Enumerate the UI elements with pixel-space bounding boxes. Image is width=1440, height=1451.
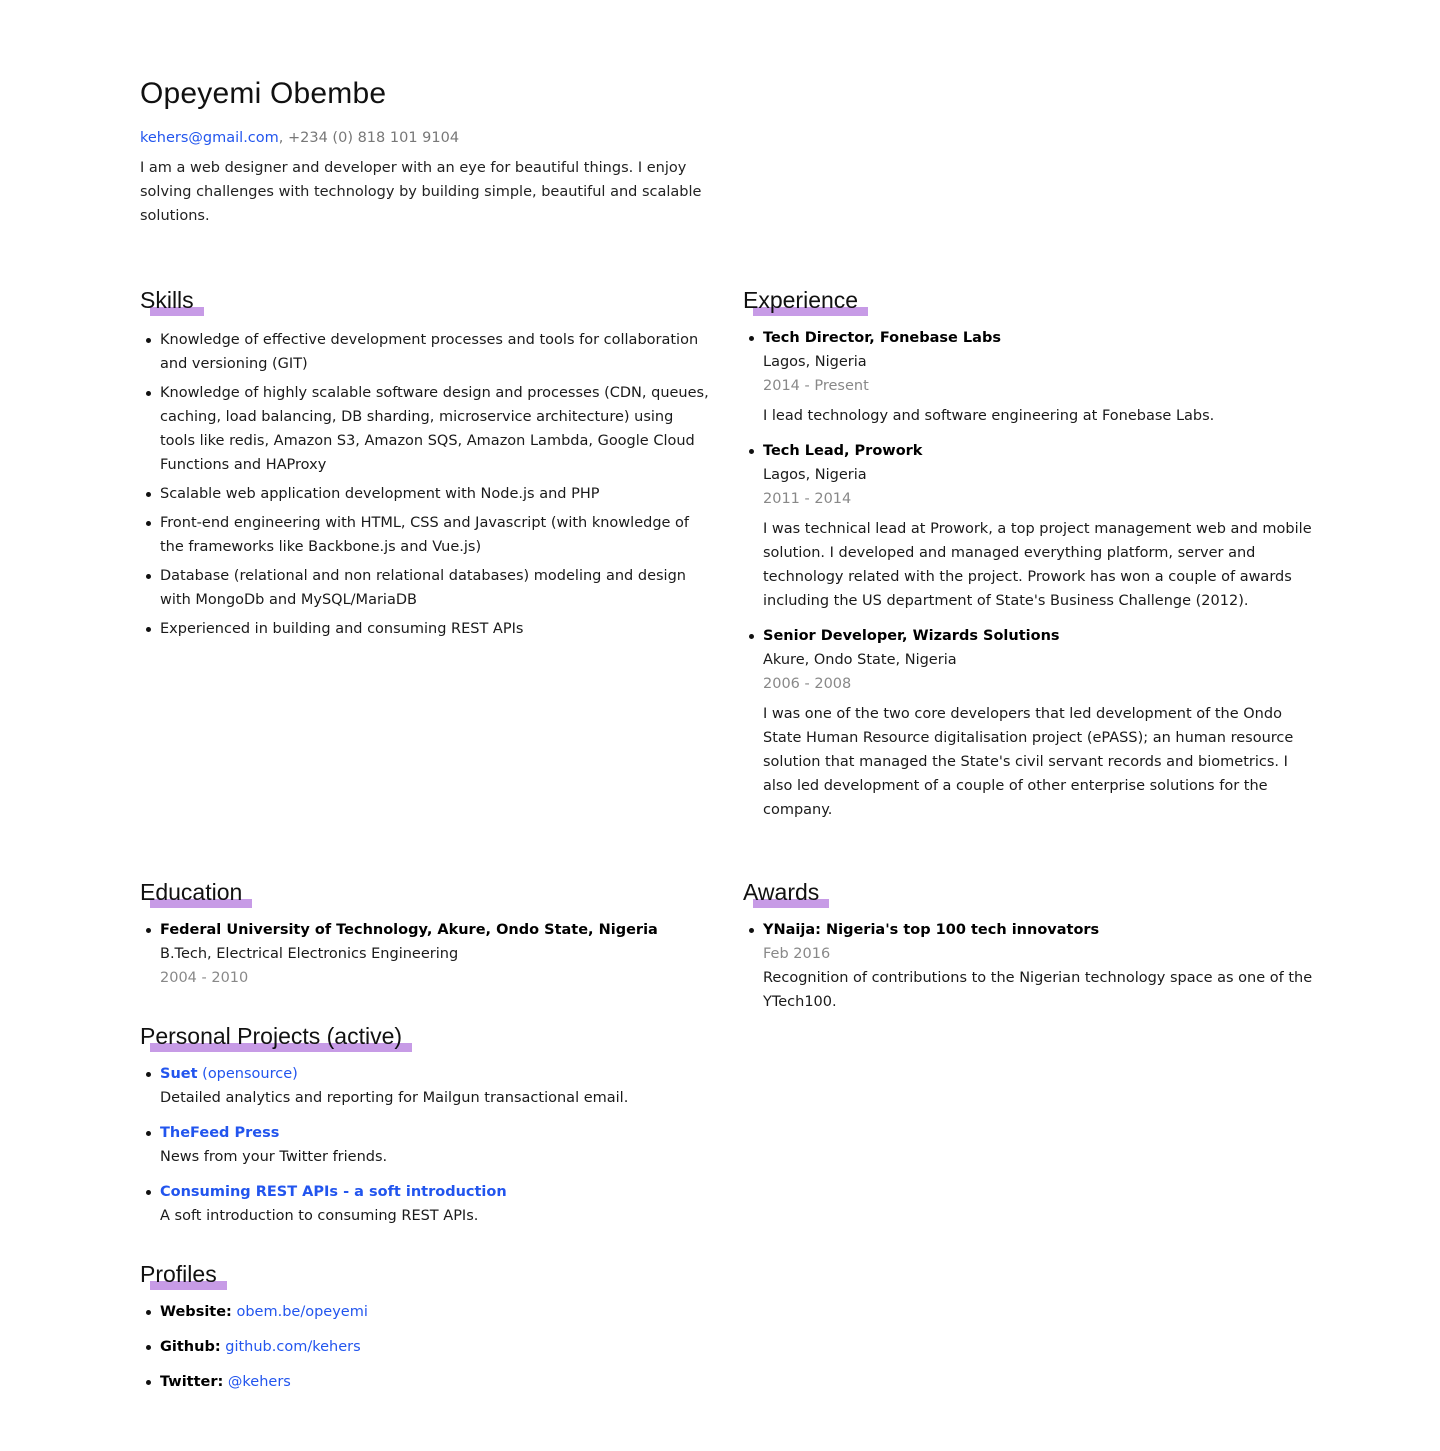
- profile-label: Website:: [160, 1304, 232, 1320]
- experience-heading-text: Experience: [743, 287, 859, 313]
- project-description: News from your Twitter friends.: [160, 1149, 388, 1165]
- award-title: YNaija: Nigeria's top 100 tech innovators: [763, 922, 1100, 938]
- profiles-section: [140, 1260, 710, 1405]
- awards-section: [743, 878, 1313, 1014]
- job-period: 2011 - 2014: [763, 491, 852, 507]
- skills-list: [140, 328, 710, 641]
- profile-label: Github:: [160, 1339, 221, 1355]
- job-title: Tech Director, Fonebase Labs: [763, 330, 1001, 346]
- education-period: 2004 - 2010: [160, 970, 249, 986]
- experience-item: [763, 624, 1313, 822]
- degree: B.Tech, Electrical Electronics Engineering: [160, 946, 459, 962]
- award-item: [763, 918, 1313, 1014]
- job-description: I lead technology and software engineering at Fonebase Labs.: [763, 408, 1215, 424]
- education-heading-text: Education: [140, 879, 243, 905]
- profiles-heading: [140, 1260, 217, 1288]
- job-title: Tech Lead, Prowork: [763, 443, 923, 459]
- project-item: [160, 1121, 710, 1169]
- contact-separator: ,: [278, 130, 284, 146]
- phone-number: +234 (0) 818 101 9104: [288, 130, 460, 146]
- job-period: 2006 - 2008: [763, 676, 852, 692]
- job-title: Senior Developer, Wizards Solutions: [763, 628, 1060, 644]
- profile-label: Twitter:: [160, 1374, 224, 1390]
- github-link[interactable]: github.com/kehers: [225, 1339, 361, 1355]
- project-link[interactable]: Consuming REST APIs - a soft introduction: [160, 1184, 507, 1200]
- job-location: Lagos, Nigeria: [763, 467, 867, 483]
- education-item: [160, 918, 710, 990]
- project-description: Detailed analytics and reporting for Mailgun transactional email.: [160, 1090, 629, 1106]
- skill-item: Front-end engineering with HTML, CSS and Javascript (with knowledge of the frameworks like Backbone.js and Vue.js): [160, 511, 710, 559]
- skills-section: [140, 286, 710, 646]
- project-link[interactable]: Suet: [160, 1066, 198, 1082]
- skill-item: Database (relational and non relational databases) modeling and design with MongoDb and MySQL/MariaDB: [160, 564, 710, 612]
- experience-list: [743, 326, 1313, 822]
- skills-heading: [140, 286, 194, 314]
- education-section: [140, 878, 710, 990]
- job-location: Lagos, Nigeria: [763, 354, 867, 370]
- summary: I am a web designer and developer with an eye for beautiful things. I enjoy solving challenges with technology by building simple, beautiful and scalable solutions.: [140, 160, 702, 224]
- profiles-list: [140, 1300, 710, 1394]
- job-description: I was one of the two core developers that led development of the Ondo State Human Resource digitalisation project (ePASS); an human resource solution that managed the State's civil servant records and biometrics. I also led development of a couple of other enterprise solutions for the company.: [763, 706, 1294, 818]
- project-link[interactable]: TheFeed Press: [160, 1125, 280, 1141]
- awards-heading-text: Awards: [743, 879, 820, 905]
- awards-list: [743, 918, 1313, 1014]
- projects-heading-text: Personal Projects (active): [140, 1023, 403, 1049]
- page-title: Opeyemi Obembe: [140, 77, 387, 110]
- job-description: I was technical lead at Prowork, a top project management web and mobile solution. I developed and managed everything platform, server and technology related with the project. Prowork has won a couple of awards including the US department of State's Business Challenge (2012).: [763, 521, 1312, 609]
- skill-item: Scalable web application development with Node.js and PHP: [160, 482, 710, 506]
- profile-item-github: [160, 1335, 710, 1359]
- experience-item: [763, 439, 1313, 613]
- project-item: [160, 1180, 710, 1228]
- job-location: Akure, Ondo State, Nigeria: [763, 652, 957, 668]
- project-item: [160, 1062, 710, 1110]
- projects-heading: [140, 1022, 402, 1050]
- skills-heading-text: Skills: [140, 287, 194, 313]
- project-tag-link[interactable]: (opensource): [202, 1066, 298, 1082]
- website-link[interactable]: obem.be/opeyemi: [236, 1304, 368, 1320]
- award-description: Recognition of contributions to the Nigerian technology space as one of the YTech100.: [763, 970, 1313, 1010]
- skill-item: Experienced in building and consuming REST APIs: [160, 617, 710, 641]
- email-link[interactable]: kehers@gmail.com: [140, 130, 279, 146]
- job-period: 2014 - Present: [763, 378, 869, 394]
- award-date: Feb 2016: [763, 946, 831, 962]
- education-list: [140, 918, 710, 990]
- experience-heading: [743, 286, 858, 314]
- twitter-link[interactable]: @kehers: [227, 1374, 291, 1390]
- projects-section: [140, 1022, 710, 1239]
- profile-item-website: [160, 1300, 710, 1324]
- profile-item-twitter: [160, 1370, 710, 1394]
- experience-section: [743, 286, 1313, 833]
- skill-item: Knowledge of effective development processes and tools for collaboration and versioning (GIT): [160, 328, 710, 376]
- skill-item: Knowledge of highly scalable software design and processes (CDN, queues, caching, load balancing, DB sharding, microservice architecture) using tools like redis, Amazon S3, Amazon SQS, Amazon Lambda, Google Cloud Functions and HAProxy: [160, 381, 710, 477]
- school-name: Federal University of Technology, Akure, Ondo State, Nigeria: [160, 922, 658, 938]
- project-description: A soft introduction to consuming REST APIs.: [160, 1208, 479, 1224]
- experience-item: [763, 326, 1313, 428]
- projects-list: [140, 1062, 710, 1228]
- profiles-heading-text: Profiles: [140, 1261, 217, 1287]
- contact-line: [140, 126, 459, 150]
- awards-heading: [743, 878, 819, 906]
- education-heading: [140, 878, 242, 906]
